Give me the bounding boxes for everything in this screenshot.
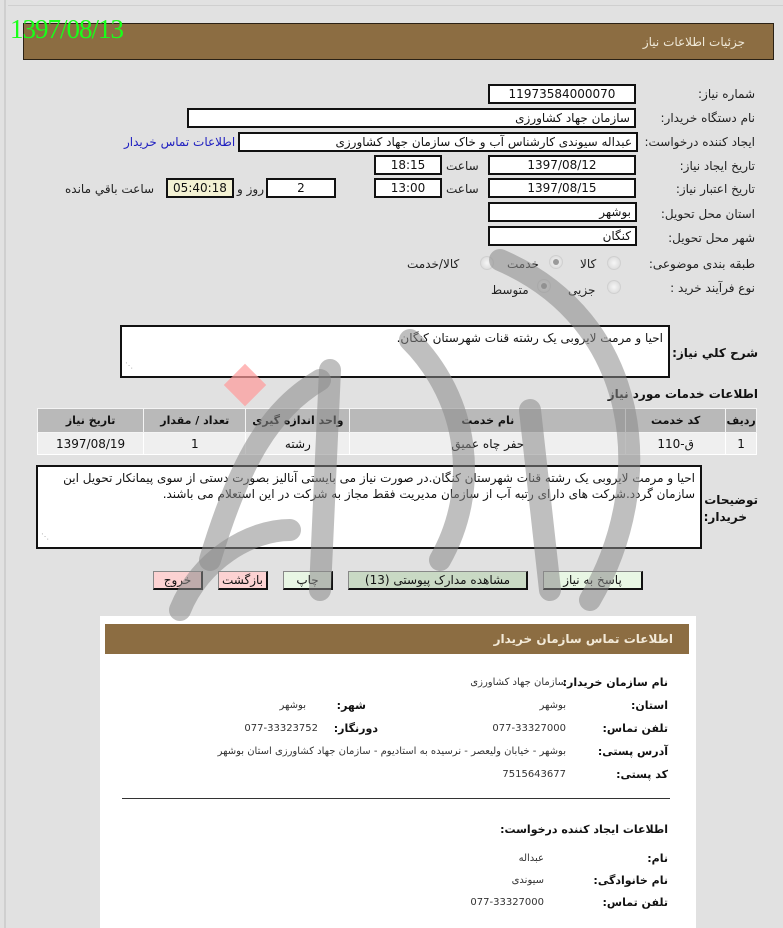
need-number-field[interactable]: 1197358400007​0 xyxy=(488,84,636,104)
validity-date-label: تاریخ اعتبار نیاز: xyxy=(675,182,755,196)
col-row: ردیف xyxy=(726,409,757,433)
buyer-notes-text: احیا و مرمت لایروبی یک رشته قنات شهرستان کنگان.در صورت نیاز می بایستی آنالیز بصورت دستی از سوی پیمانکار تحویل این سازمان گردد.شرکت های دارای رتبه آب از سازمان مدیریت فقط مجاز به شرکت در این استعلام می باشند. xyxy=(63,471,695,501)
process-radio-minor[interactable] xyxy=(607,280,621,294)
divider xyxy=(122,798,670,799)
col-quantity: تعداد / مقدار xyxy=(144,409,246,433)
address-value: بوشهر - خیابان ولیعصر - نرسیده به استادیوم - سازمان جهاد کشاورزی استان بوشهر xyxy=(217,746,566,757)
page-title: جزئیات اطلاعات نیاز xyxy=(642,35,745,49)
creator-first-name-label: نام: xyxy=(647,852,668,865)
page-header xyxy=(23,23,774,60)
province-label: استان: xyxy=(631,699,668,712)
city-label: شهر: xyxy=(336,699,366,712)
buyer-org-field[interactable]: سازمان جهاد کشاورزی xyxy=(187,108,636,128)
category-radio-goods[interactable] xyxy=(607,256,621,270)
services-header-row xyxy=(38,409,757,433)
remaining-time-field: 05:40:18 xyxy=(166,178,234,198)
org-name-label: نام سازمان خریدار: xyxy=(562,676,668,689)
top-border xyxy=(8,0,783,6)
creator-phone-label: تلفن تماس: xyxy=(602,896,668,909)
need-number-label: شماره نیاز: xyxy=(698,87,755,101)
buyer-org-label: نام دستگاه خریدار: xyxy=(660,111,755,125)
buyer-contact-panel xyxy=(100,616,696,928)
creator-last-name-label: نام خانوادگی: xyxy=(593,874,668,887)
left-border xyxy=(4,0,6,928)
summary-textarea[interactable] xyxy=(120,325,670,378)
services-table xyxy=(37,408,757,455)
process-label: نوع فرآیند خرید : xyxy=(670,281,755,295)
category-label: طبقه بندی موضوعی: xyxy=(648,257,755,271)
col-unit: واحد اندازه گیری xyxy=(246,409,350,433)
back-button[interactable]: بازگشت xyxy=(218,571,268,590)
city-label: شهر محل تحویل: xyxy=(668,231,755,245)
days-remaining-field[interactable]: 2 xyxy=(266,178,336,198)
phone-value: 077-33327000 xyxy=(492,723,566,734)
org-name-value: سازمان جهاد کشاورزی xyxy=(470,677,566,688)
col-service-code: کد خدمت xyxy=(626,409,726,433)
summary-text: احیا و مرمت لایروبی یک رشته قنات شهرستان کنگان. xyxy=(396,331,663,345)
postal-code-label: کد پستی: xyxy=(616,768,668,781)
contact-panel-title: اطلاعات تماس سازمان خریدار xyxy=(493,632,673,646)
view-attachments-button[interactable]: مشاهده مدارک پیوستی (13) xyxy=(348,571,528,590)
table-row[interactable] xyxy=(38,433,757,455)
validity-time-label: ساعت xyxy=(446,182,479,196)
buyer-notes-label-2: خریدار: xyxy=(703,510,747,524)
exit-button[interactable]: خروج xyxy=(153,571,203,590)
postal-code-value: 7515643677 xyxy=(502,769,566,780)
overlay-date-stamp: 1397/08/13 xyxy=(10,14,124,44)
buyer-notes-textarea[interactable] xyxy=(36,465,702,549)
col-service-name: نام خدمت xyxy=(350,409,626,433)
phone-label: تلفن تماس: xyxy=(602,722,668,735)
reply-button[interactable]: پاسخ به نیاز xyxy=(543,571,643,590)
col-need-date: تاریخ نیاز xyxy=(38,409,144,433)
process-option-medium: متوسط xyxy=(491,283,529,297)
province-value: بوشهر xyxy=(539,700,566,711)
validity-date-field[interactable]: 1397/08/15 xyxy=(488,178,636,198)
buyer-contact-link[interactable]: اطلاعات تماس خریدار xyxy=(124,135,236,149)
remaining-label: ساعت باقي مانده xyxy=(65,182,155,196)
validity-time-field[interactable]: 13:00 xyxy=(374,178,442,198)
category-radio-service[interactable] xyxy=(549,255,563,269)
summary-label: شرح کلي نياز: xyxy=(672,346,758,360)
address-label: آدرس پستی: xyxy=(597,745,668,758)
province-field[interactable]: بوشهر xyxy=(488,202,637,222)
print-button[interactable]: چاپ xyxy=(283,571,333,590)
buyer-notes-label-1: توضیحات xyxy=(704,493,758,507)
created-time-field[interactable]: 18:15 xyxy=(374,155,442,175)
creator-phone-value: 077-33327000 xyxy=(470,897,544,908)
cell-service-code: ق-110 xyxy=(626,433,726,455)
requester-label: ایجاد کننده درخواست: xyxy=(644,135,755,149)
created-date-field[interactable]: 1397/08/12 xyxy=(488,155,636,175)
fax-label: دورنگار: xyxy=(333,722,378,735)
process-radio-medium[interactable] xyxy=(537,279,551,293)
city-value: بوشهر xyxy=(279,700,306,711)
created-time-label: ساعت xyxy=(446,159,479,173)
category-option-goods: کالا xyxy=(580,257,597,271)
services-section-title: اطلاعات خدمات مورد نیاز xyxy=(607,387,758,401)
cell-need-date: 1397/08/19 xyxy=(38,433,144,455)
resize-grip-icon[interactable]: ⋰ xyxy=(41,532,49,541)
creator-first-name-value: عبداله xyxy=(518,853,544,864)
creator-section-title: اطلاعات ایجاد کننده درخواست: xyxy=(500,823,668,836)
cell-unit: رشته xyxy=(246,433,350,455)
category-option-service: خدمت xyxy=(507,257,539,271)
contact-panel-header xyxy=(105,624,689,654)
creator-last-name-value: سیوندی xyxy=(511,875,544,886)
city-field[interactable]: کنگان xyxy=(488,226,637,246)
cell-service-name: حفر چاه عمیق xyxy=(350,433,626,455)
created-date-label: تاریخ ایجاد نیاز: xyxy=(679,159,755,173)
cell-quantity: 1 xyxy=(144,433,246,455)
requester-field[interactable]: عبداله سیوندی کارشناس آب و خاک سازمان جهاد کشاورزی xyxy=(238,132,638,152)
resize-grip-icon[interactable]: ⋰ xyxy=(125,361,133,370)
province-label: استان محل تحویل: xyxy=(660,207,755,221)
days-label: روز و xyxy=(237,182,264,196)
category-radio-goods-service[interactable] xyxy=(480,256,494,270)
category-option-goods-service: کالا/خدمت xyxy=(407,257,460,271)
cell-row: 1 xyxy=(726,433,757,455)
process-option-minor: جزیی xyxy=(568,283,596,297)
fax-value: 077-33323752 xyxy=(244,723,318,734)
